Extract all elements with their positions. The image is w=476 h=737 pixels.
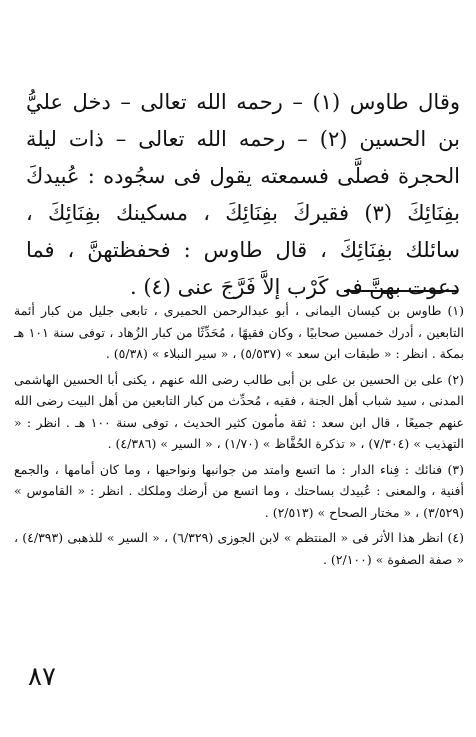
main-text-block [26, 84, 460, 306]
footnote-divider [344, 290, 458, 292]
footnote-1: (١) طاوس بن كيسان اليمانى ، أبو عبدالرحمن الحميرى ، تابعى جليل من كبار أئمة التابعين ، أدرك خمسين صحابيًا ، وكان فقيهًا ، مُحَدِّثًا من كبار الزُهاد ، توفى سنة ١٠١ هـ بمكة . انظر : « طبقات ابن سعد » (٥/٥٣٧) ، « سير النبلاء » (٥/٣٨) . [14, 303, 464, 361]
footnote-4: (٤) انظر هذا الأثر فى « المنتظم » لابن الجوزى (٦/٣٢٩) ، « السير » للذهبى (٤/٣٩٣) ، « صفة الصفوة » (٢/١٠٠) . [14, 530, 464, 567]
footnote-3: (٣) فنائك : فِناء الدار : ما اتسع وامتد من جوانبها ونواحيها ، وما كان أمامها ، والجمع أفنية ، والمعنى : عُبيدك بساحتك ، وما اتسع من أرضك وملكك . انظر : « القاموس » (٣/٥٢٩) ، « مختار الصحاح » (٢/٥١٣) . [14, 461, 464, 520]
page-number: ٨٧ [28, 662, 56, 692]
footnotes-section [14, 300, 464, 574]
main-paragraph: وقال طاوس (١) – رحمه الله تعالى – دخل عليُّ بن الحسين (٢) – رحمه الله تعالى – ذات ليلة الحجرة فصلَّى فسمعته يقول فى سجُوده : عُبيدكَ بفِنَائِكَ (٣) فقيركَ بفِنَائِكَ ، مسكينك بفِنَائِكَ ، سائلك بفِنَائِكَ ، قال طاوس : فحفظتهنَّ ، فما دعوت بهنَّ فى كَرْب إلاَّ فَرَّجَ عنى (٤) . [26, 90, 460, 299]
footnote-2: (٢) على بن الحسين بن على بن أبى طالب رضى الله عنهم ، يكنى أبا الحسين الهاشمى المدنى ، سيد شباب أهل الجنة ، فقيه ، مُحدِّث من كبار التابعين من أهل البيت رضى الله عنهم جميعًا ، قال ابن سعد : ثقة مأمون كثير الحديث ، توفى سنة ١٠٠ هـ . انظر : « التهذيب » (٧/٣٠٤) ، « تذكرة الحُفَّاظ » (١/٧٠) ، « السير » (٤/٣٨٦) . [14, 371, 465, 451]
